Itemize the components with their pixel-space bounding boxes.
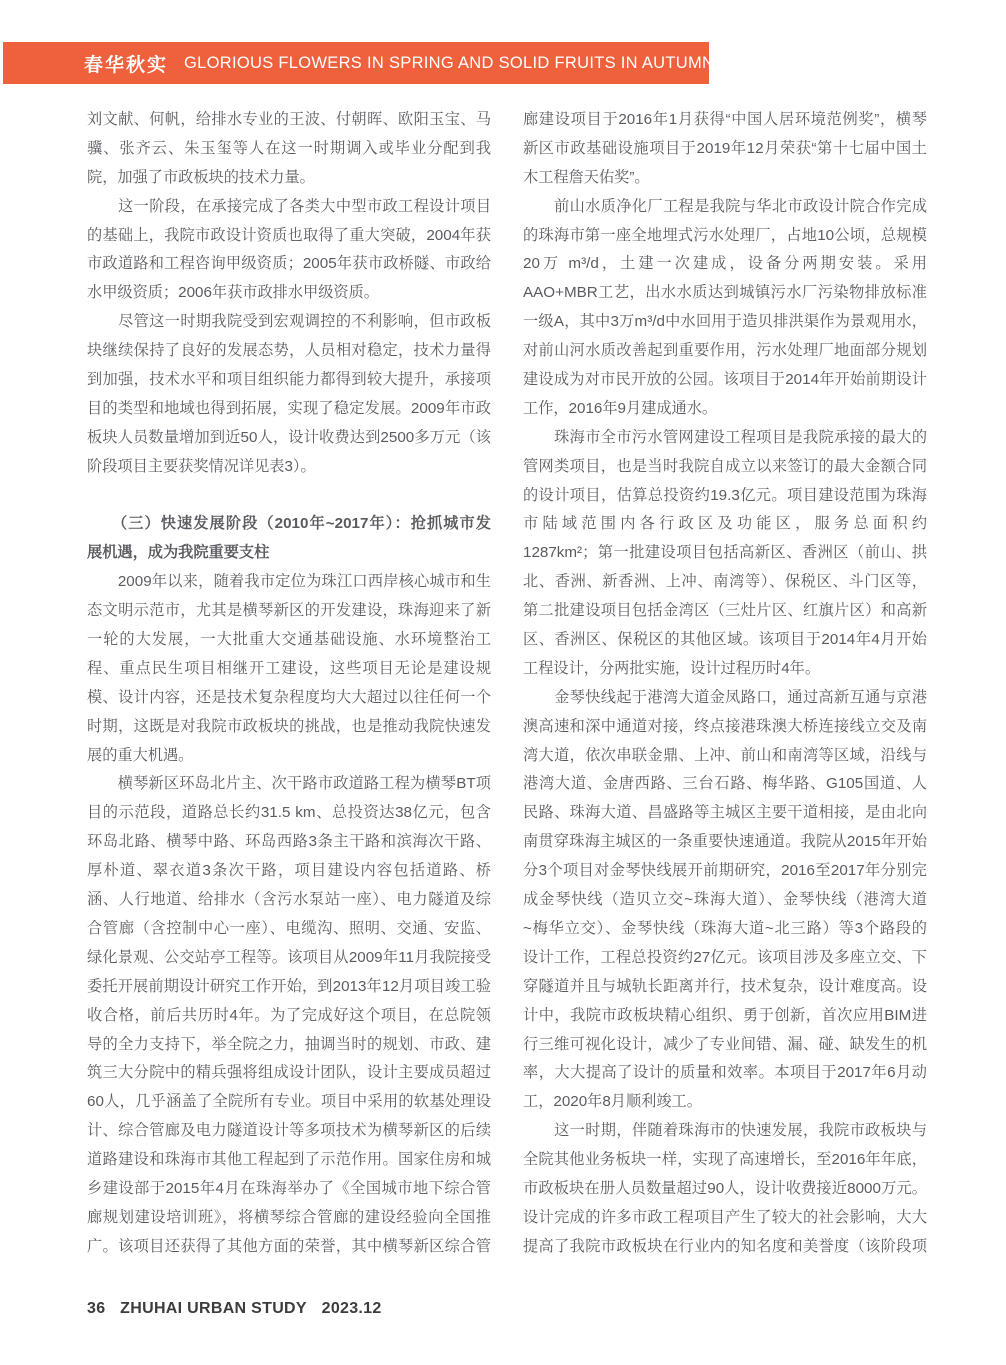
text-line: 涵、人行地道、给排水（含污水泵站一座）、电力隧道及综 xyxy=(87,891,491,909)
text-line: 的设计项目，估算总投资约19.3亿元。项目建设范围为珠海 xyxy=(523,486,927,504)
left-text-column xyxy=(87,106,491,1262)
text-line: 第二批建设项目包括金湾区（三灶片区、红旗片区）和高新 xyxy=(523,602,927,620)
text-line: 廊规划建设培训班》，将横琴综合管廊的建设经验向全国推 xyxy=(87,1208,491,1226)
text-line: 木工程詹天佑奖”。 xyxy=(523,168,650,186)
text-line: 块继续保持了良好的发展态势，人员相对稳定，技术力量得 xyxy=(87,342,491,360)
text-line: 导的全力支持下，举全院之力，抽调当时的规划、市政、建 xyxy=(87,1035,491,1053)
section-heading-line: 展机遇，成为我院重要支柱 xyxy=(87,544,270,562)
text-line: 厚朴道、翠衣道3条次干路，项目建设内容包括道路、桥 xyxy=(87,862,491,880)
text-line: 道路建设和珠海市其他工程起到了示范作用。国家住房和城 xyxy=(87,1151,491,1169)
text-line: AAO+MBR工艺，出水水质达到城镇污水厂污染物排放标准 xyxy=(523,284,927,302)
text-line: 的珠海市第一座全地埋式污水处理厂，占地10公顷，总规模 xyxy=(523,226,927,244)
text-line: 新区市政基础设施项目于2019年12月荣获“第十七届中国土 xyxy=(523,139,927,157)
text-line: 珠海市全市污水管网建设工程项目是我院承接的最大的 xyxy=(523,428,927,446)
text-line: 刘文献、何帆，给排水专业的王波、付朝晖、欧阳玉宝、马 xyxy=(87,111,491,128)
text-line: 湾大道，依次串联金鼎、上冲、前山和南湾等区域，沿线与 xyxy=(523,746,927,764)
text-line: 澳高速和深中通道对接，终点接港珠澳大桥连接线立交及南 xyxy=(523,717,927,735)
text-line: 骥、张齐云、朱玉玺等人在这一时期调入或毕业分配到我 xyxy=(87,139,491,157)
text-line: 60人，几乎涵盖了全院所有专业。项目中采用的软基处理设 xyxy=(87,1093,491,1111)
text-line: 目的示范段，道路总长约31.5 km、总投资达38亿元，包含 xyxy=(87,804,491,822)
text-line: 全院其他业务板块一样，实现了高速增长，至2016年年底， xyxy=(523,1151,927,1169)
text-line: 计中，我院市政板块精心组织、勇于创新，首次应用BIM进 xyxy=(523,1006,927,1024)
text-line: 一轮的大发展，一大批重大交通基础设施、水环境整治工 xyxy=(87,631,491,649)
text-line: 程、重点民生项目相继开工建设，这些项目无论是建设规 xyxy=(87,659,491,677)
text-line: 工，2020年8月顺利竣工。 xyxy=(523,1093,702,1111)
text-line: 率，大大提高了设计的质量和效率。本项目于2017年6月动 xyxy=(523,1064,927,1082)
text-line: 民路、珠海大道、昌盛路等主城区主要干道相接，是由北向 xyxy=(523,804,927,822)
text-line: 成金琴快线（造贝立交~珠海大道）、金琴快线（港湾大道 xyxy=(523,891,927,909)
text-line: 水甲级资质；2006年获市政排水甲级资质。 xyxy=(87,284,379,302)
banner-title-chinese: 春华秋实 xyxy=(84,54,169,76)
blank-line xyxy=(87,482,491,511)
text-line: 时期，这既是对我院市政板块的挑战，也是推动我院快速发 xyxy=(87,717,491,735)
text-line: 乡建设部于2015年4月在珠海举办了《全国城市地下综合管 xyxy=(87,1179,491,1197)
text-line: 板块人员数量增加到近50人，设计收费达到2500多万元（该 xyxy=(87,428,491,446)
text-line: 态文明示范市，尤其是横琴新区的开发建设，珠海迎来了新 xyxy=(87,602,491,620)
text-line: 港湾大道、金唐西路、三台石路、梅华路、G105国道、人 xyxy=(523,775,927,793)
text-line: 市政道路和工程咨询甲级资质；2005年获市政桥隧、市政给 xyxy=(87,255,491,273)
text-line: 委托开展前期设计研究工作开始，到2013年12月项目竣工验 xyxy=(87,977,491,995)
text-line: 北、香洲、新香洲、上冲、南湾等）、保税区、斗门区等， xyxy=(523,573,927,591)
text-line: 工作，2016年9月建成通水。 xyxy=(523,399,718,417)
text-line: 分3个项目对金琴快线展开前期研究，2016至2017年分别完 xyxy=(523,862,927,880)
text-line: 建设成为对市民开放的公园。该项目于2014年开始前期设计 xyxy=(523,371,927,389)
text-line: 的基础上，我院市政设计资质也取得了重大突破，2004年获 xyxy=(87,226,491,244)
text-line: 这一时期，伴随着珠海市的快速发展，我院市政板块与 xyxy=(523,1122,927,1140)
text-line: 20万 m³/d，土建一次建成，设备分两期安装。采用 xyxy=(523,255,927,273)
text-line: 提高了我院市政板块在行业内的知名度和美誉度（该阶段项 xyxy=(523,1237,927,1255)
text-line: 收合格，前后共历时4年。为了完成好这个项目，在总院领 xyxy=(87,1006,491,1024)
text-line: 到加强，技术水平和项目组织能力都得到较大提升，承接项 xyxy=(87,371,491,389)
text-line: 设计工作，工程总投资约27亿元。该项目涉及多座立交、下 xyxy=(523,948,927,966)
text-line: 设计完成的许多市政工程项目产生了较大的社会影响，大大 xyxy=(523,1208,927,1226)
text-line: 穿隧道并且与城轨长距离并行，技术复杂，设计难度高。设 xyxy=(523,977,927,995)
text-line: 市陆域范围内各行政区及功能区，服务总面积约 xyxy=(523,515,927,533)
text-line: 南贯穿珠海主城区的一条重要快速通道。我院从2015年开始 xyxy=(523,833,927,851)
text-line: ~梅华立交）、金琴快线（珠海大道~北三路）等3个路段的 xyxy=(523,919,927,937)
section-banner xyxy=(3,42,715,84)
text-line: 院，加强了市政板块的技术力量。 xyxy=(87,168,315,186)
text-line: 2009年以来，随着我市定位为珠江口西岸核心城市和生 xyxy=(87,573,491,591)
text-line: 横琴新区环岛北片主、次干路市政道路工程为横琴BT项 xyxy=(87,775,491,793)
text-line: 目的类型和地域也得到拓展，实现了稳定发展。2009年市政 xyxy=(87,399,491,417)
text-line: 工程设计，分两批实施，设计过程历时4年。 xyxy=(523,659,821,677)
text-line: 这一阶段，在承接完成了各类大中型市政工程设计项目 xyxy=(87,197,491,215)
text-line: 筑三大分院中的精兵强将组成设计团队，设计主要成员超过 xyxy=(87,1064,491,1082)
text-line: 一级A，其中3万m³/d中水回用于造贝排洪渠作为景观用水， xyxy=(523,313,927,331)
page-number: 36 xyxy=(87,1300,106,1317)
text-line: 广。该项目还获得了其他方面的荣誉，其中横琴新区综合管 xyxy=(87,1237,491,1255)
text-line: 前山水质净化厂工程是我院与华北市政设计院合作完成 xyxy=(523,197,927,215)
journal-name: ZHUHAI URBAN STUDY xyxy=(120,1300,307,1317)
text-line: 绿化景观、公交站亭工程等。该项目从2009年11月我院接受 xyxy=(87,948,491,966)
text-line: 阶段项目主要获奖情况详见表3）。 xyxy=(87,457,316,475)
text-line: 环岛北路、横琴中路、环岛西路3条主干路和滨海次干路、 xyxy=(87,833,491,851)
section-heading-line: （三）快速发展阶段（2010年~2017年）：抢抓城市发 xyxy=(87,515,491,533)
text-line: 管网类项目，也是当时我院自成立以来签订的最大金额合同 xyxy=(523,457,927,475)
text-line: 行三维可视化设计，减少了专业间错、漏、碰、缺发生的机 xyxy=(523,1035,927,1053)
right-text-column xyxy=(523,106,927,1262)
page-footer xyxy=(87,1300,382,1318)
text-line: 市政板块在册人员数量超过90人，设计收费接近8000万元。 xyxy=(523,1179,927,1197)
text-line: 1287km²；第一批建设项目包括高新区、香洲区（前山、拱 xyxy=(523,544,927,562)
text-line: 对前山河水质改善起到重要作用，污水处理厂地面部分规划 xyxy=(523,342,927,360)
text-line: 合管廊（含控制中心一座）、电缆沟、照明、交通、安监、 xyxy=(87,919,491,937)
text-line: 金琴快线起于港湾大道金凤路口，通过高新互通与京港 xyxy=(523,688,927,706)
text-line: 廊建设项目于2016年1月获得“中国人居环境范例奖”，横琴 xyxy=(523,111,927,128)
banner-title-english: GLORIOUS FLOWERS IN SPRING AND SOLID FRUITS IN AUTUMN xyxy=(184,53,715,72)
text-line: 计、综合管廊及电力隧道设计等多项技术为横琴新区的后续 xyxy=(87,1122,491,1140)
text-line: 尽管这一时期我院受到宏观调控的不利影响，但市政板 xyxy=(87,313,491,331)
issue-date: 2023.12 xyxy=(321,1300,382,1317)
text-line: 展的重大机遇。 xyxy=(87,746,194,764)
text-line: 区、香洲区、保税区的其他区域。该项目于2014年4月开始 xyxy=(523,631,927,649)
text-line: 模、设计内容，还是技术复杂程度均大大超过以往任何一个 xyxy=(87,688,491,706)
